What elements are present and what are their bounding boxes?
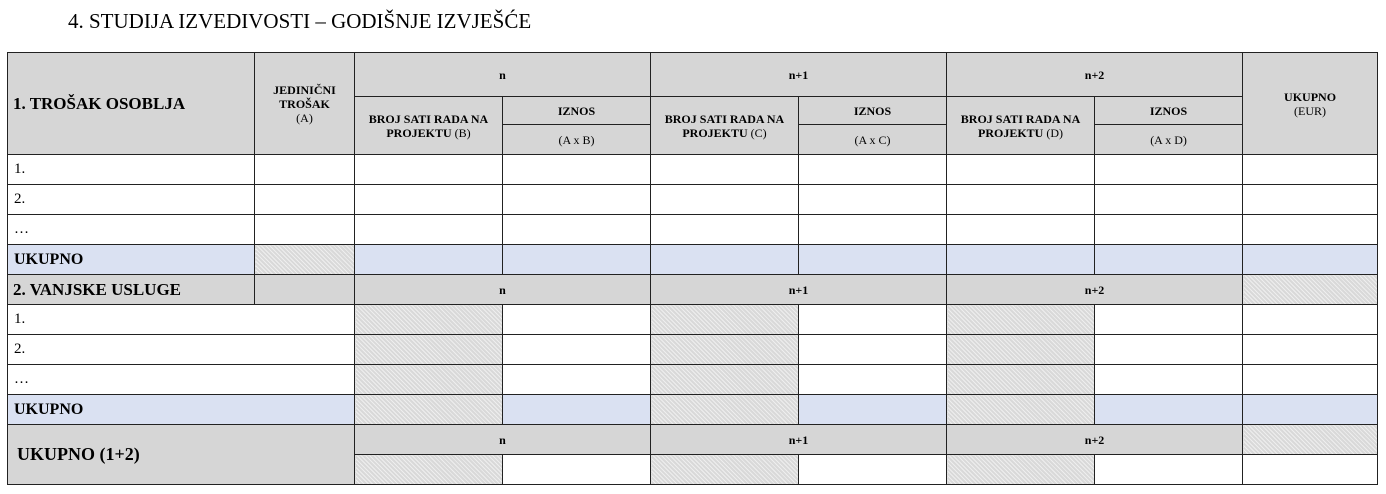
unit-cost-line2: TROŠAK bbox=[279, 96, 330, 111]
cell[interactable] bbox=[503, 335, 651, 365]
hatched-cell bbox=[1243, 425, 1378, 455]
table-row bbox=[8, 365, 1378, 395]
table-row bbox=[8, 215, 1378, 245]
cell[interactable] bbox=[799, 215, 947, 245]
cell[interactable] bbox=[1095, 455, 1243, 485]
cell[interactable] bbox=[355, 245, 503, 275]
amount-header-n2: IZNOS bbox=[1095, 97, 1243, 125]
cell[interactable] bbox=[503, 455, 651, 485]
hatched-cell bbox=[355, 395, 503, 425]
empty-header-cell bbox=[255, 275, 355, 305]
hours-header-n bbox=[355, 97, 503, 155]
cell[interactable] bbox=[1243, 395, 1378, 425]
hatched-cell bbox=[355, 455, 503, 485]
cell[interactable] bbox=[1243, 245, 1378, 275]
hours-suffix-n1: (C) bbox=[750, 125, 767, 140]
cell[interactable] bbox=[1095, 155, 1243, 185]
hours-suffix-n2: (D) bbox=[1046, 125, 1064, 140]
formula-n1: (A x C) bbox=[799, 125, 947, 155]
hatched-cell bbox=[651, 365, 799, 395]
cell[interactable] bbox=[503, 215, 651, 245]
cell[interactable] bbox=[1243, 455, 1378, 485]
cell[interactable] bbox=[255, 215, 355, 245]
cell[interactable] bbox=[799, 365, 947, 395]
hatched-cell bbox=[355, 305, 503, 335]
row-label: 1. bbox=[8, 305, 355, 335]
hatched-cell bbox=[947, 305, 1095, 335]
cell[interactable] bbox=[355, 155, 503, 185]
hours-header-n1 bbox=[651, 97, 799, 155]
cell[interactable] bbox=[503, 245, 651, 275]
row-label: 2. bbox=[8, 185, 255, 215]
table-row bbox=[8, 335, 1378, 365]
cell[interactable] bbox=[1095, 395, 1243, 425]
formula-n: (A x B) bbox=[503, 125, 651, 155]
page-title: 4. STUDIJA IZVEDIVOSTI – GODIŠNJE IZVJEŠĆE bbox=[68, 9, 532, 33]
row-label: 2. bbox=[8, 335, 355, 365]
table-row bbox=[8, 155, 1378, 185]
hours-header-n2 bbox=[947, 97, 1095, 155]
feasibility-report-table bbox=[7, 52, 1378, 485]
unit-cost-line1: JEDINIČNI bbox=[273, 82, 336, 97]
cell[interactable] bbox=[1243, 185, 1378, 215]
cell[interactable] bbox=[651, 245, 799, 275]
amount-header-n: IZNOS bbox=[503, 97, 651, 125]
cell[interactable] bbox=[503, 185, 651, 215]
cell[interactable] bbox=[651, 185, 799, 215]
s2-year-n: n bbox=[355, 275, 651, 305]
hatched-cell bbox=[255, 245, 355, 275]
s2-year-n2: n+2 bbox=[947, 275, 1243, 305]
cell[interactable] bbox=[1243, 335, 1378, 365]
hatched-cell bbox=[651, 395, 799, 425]
cell[interactable] bbox=[1243, 365, 1378, 395]
total-eur-label: UKUPNO bbox=[1284, 89, 1337, 104]
total-eur-header bbox=[1243, 53, 1378, 155]
cell[interactable] bbox=[947, 185, 1095, 215]
cell[interactable] bbox=[1095, 305, 1243, 335]
cell[interactable] bbox=[1095, 245, 1243, 275]
table-row bbox=[8, 305, 1378, 335]
section2-label: 2. VANJSKE USLUGE bbox=[8, 275, 255, 305]
cell[interactable] bbox=[947, 155, 1095, 185]
amount-header-n1: IZNOS bbox=[799, 97, 947, 125]
hatched-cell bbox=[1243, 275, 1378, 305]
cell[interactable] bbox=[503, 155, 651, 185]
row-label: … bbox=[8, 365, 355, 395]
year-n-header: n bbox=[355, 53, 651, 97]
cell[interactable] bbox=[947, 245, 1095, 275]
cell[interactable] bbox=[799, 395, 947, 425]
hours-label-n: BROJ SATI RADA NA PROJEKTU bbox=[368, 111, 489, 140]
cell[interactable] bbox=[1095, 185, 1243, 215]
grand-year-n2: n+2 bbox=[947, 425, 1243, 455]
total-eur-sub: (EUR) bbox=[1294, 103, 1327, 118]
hours-label-n2: BROJ SATI RADA NA PROJEKTU bbox=[960, 111, 1081, 140]
cell[interactable] bbox=[947, 215, 1095, 245]
cell[interactable] bbox=[355, 185, 503, 215]
hours-suffix-n: (B) bbox=[454, 125, 471, 140]
total-row bbox=[8, 395, 1378, 425]
hatched-cell bbox=[947, 395, 1095, 425]
unit-cost-line3: (A) bbox=[296, 110, 313, 125]
cell[interactable] bbox=[503, 305, 651, 335]
cell[interactable] bbox=[651, 215, 799, 245]
row-label: 1. bbox=[8, 155, 255, 185]
cell[interactable] bbox=[799, 335, 947, 365]
grand-total-label: UKUPNO (1+2) bbox=[8, 425, 355, 485]
hatched-cell bbox=[651, 455, 799, 485]
table-row bbox=[8, 185, 1378, 215]
year-n2-header: n+2 bbox=[947, 53, 1243, 97]
hatched-cell bbox=[651, 335, 799, 365]
hatched-cell bbox=[355, 365, 503, 395]
cell[interactable] bbox=[503, 365, 651, 395]
cell[interactable] bbox=[799, 155, 947, 185]
cell[interactable] bbox=[651, 155, 799, 185]
cell[interactable] bbox=[355, 215, 503, 245]
grand-year-n: n bbox=[355, 425, 651, 455]
section1-label: 1. TROŠAK OSOBLJA bbox=[8, 53, 255, 155]
hatched-cell bbox=[947, 335, 1095, 365]
row-label: … bbox=[8, 215, 255, 245]
hatched-cell bbox=[355, 335, 503, 365]
cell[interactable] bbox=[799, 305, 947, 335]
s2-year-n1: n+1 bbox=[651, 275, 947, 305]
hatched-cell bbox=[651, 305, 799, 335]
cell[interactable] bbox=[255, 155, 355, 185]
cell[interactable] bbox=[1243, 215, 1378, 245]
cell[interactable] bbox=[799, 245, 947, 275]
formula-n2: (A x D) bbox=[1095, 125, 1243, 155]
section2-total-label: UKUPNO bbox=[8, 395, 355, 425]
cell[interactable] bbox=[1095, 365, 1243, 395]
hatched-cell bbox=[947, 455, 1095, 485]
unit-cost-header bbox=[255, 53, 355, 155]
section1-total-label: UKUPNO bbox=[8, 245, 255, 275]
cell[interactable] bbox=[1095, 215, 1243, 245]
year-n1-header: n+1 bbox=[651, 53, 947, 97]
cell[interactable] bbox=[255, 185, 355, 215]
hours-label-n1: BROJ SATI RADA NA PROJEKTU bbox=[664, 111, 785, 140]
cell[interactable] bbox=[799, 185, 947, 215]
cell[interactable] bbox=[799, 455, 947, 485]
total-row bbox=[8, 245, 1378, 275]
cell[interactable] bbox=[1243, 155, 1378, 185]
grand-year-n1: n+1 bbox=[651, 425, 947, 455]
hatched-cell bbox=[947, 365, 1095, 395]
cell[interactable] bbox=[1095, 335, 1243, 365]
cell[interactable] bbox=[1243, 305, 1378, 335]
cell[interactable] bbox=[503, 395, 651, 425]
